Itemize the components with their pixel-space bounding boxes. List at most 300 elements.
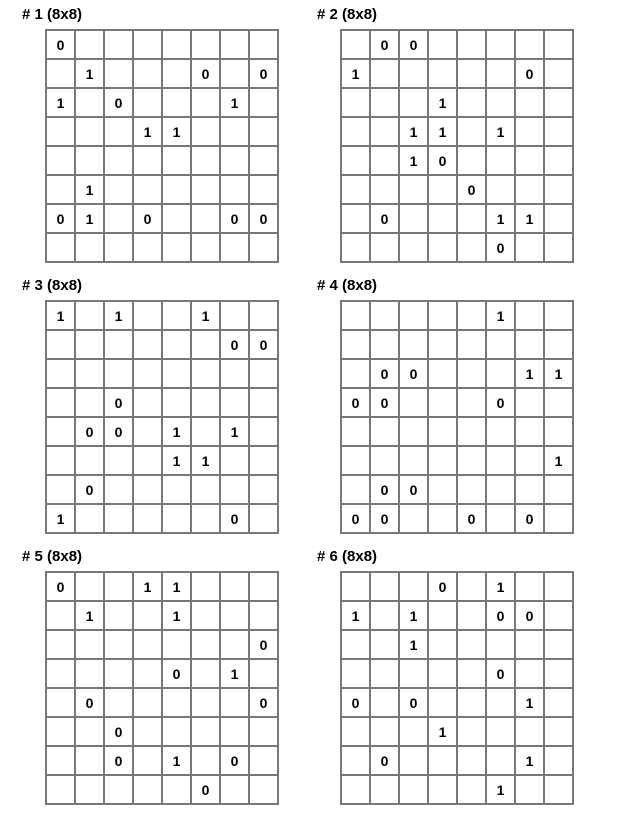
grid-cell-clue: 0 (485, 232, 514, 261)
grid-cell-empty (132, 145, 161, 174)
grid-cell-empty (369, 774, 398, 803)
grid-cell-empty (161, 145, 190, 174)
grid-cell-empty (103, 203, 132, 232)
grid-cell-empty (74, 716, 103, 745)
grid-cell-empty (427, 503, 456, 532)
grid-cell-empty (543, 658, 572, 687)
grid-cell-clue: 0 (190, 774, 219, 803)
grid-cell-empty (543, 474, 572, 503)
grid-cell-clue: 1 (514, 687, 543, 716)
grid-cell-empty (190, 474, 219, 503)
grid-cell-empty (398, 300, 427, 329)
grid-cell-empty (543, 145, 572, 174)
grid-cell-empty (369, 232, 398, 261)
grid-cell-empty (248, 503, 277, 532)
puzzle-4 (317, 277, 575, 548)
grid-cell-empty (485, 629, 514, 658)
grid-cell-clue: 1 (514, 203, 543, 232)
grid-cell-empty (161, 387, 190, 416)
grid-cell-empty (485, 29, 514, 58)
grid-cell-empty (161, 358, 190, 387)
grid-cell-empty (543, 687, 572, 716)
grid-cell-clue: 1 (74, 58, 103, 87)
grid-cell-empty (45, 716, 74, 745)
grid-cell-empty (103, 232, 132, 261)
grid-cell-empty (427, 358, 456, 387)
grid-cell-empty (45, 116, 74, 145)
grid-cell-empty (340, 716, 369, 745)
puzzle-6-grid (340, 571, 574, 805)
grid-cell-clue: 0 (456, 174, 485, 203)
grid-cell-clue: 0 (103, 716, 132, 745)
grid-cell-empty (456, 716, 485, 745)
grid-cell-empty (427, 600, 456, 629)
grid-cell-empty (485, 87, 514, 116)
grid-cell-clue: 0 (190, 58, 219, 87)
grid-cell-empty (161, 774, 190, 803)
grid-cell-empty (132, 87, 161, 116)
grid-cell-empty (543, 203, 572, 232)
grid-cell-empty (514, 658, 543, 687)
puzzle-3-grid (45, 300, 279, 534)
grid-cell-clue: 1 (398, 116, 427, 145)
grid-cell-empty (103, 145, 132, 174)
grid-cell-empty (132, 474, 161, 503)
grid-cell-clue: 0 (485, 600, 514, 629)
grid-cell-empty (543, 232, 572, 261)
grid-cell-empty (248, 387, 277, 416)
grid-cell-empty (161, 58, 190, 87)
grid-cell-empty (340, 445, 369, 474)
grid-cell-empty (161, 503, 190, 532)
grid-cell-empty (219, 358, 248, 387)
puzzle-2-title: # 2 (8x8) (317, 6, 378, 23)
grid-cell-clue: 1 (74, 174, 103, 203)
grid-cell-empty (161, 203, 190, 232)
grid-cell-empty (369, 629, 398, 658)
grid-cell-empty (248, 658, 277, 687)
grid-cell-empty (340, 203, 369, 232)
grid-cell-empty (219, 571, 248, 600)
grid-cell-empty (190, 87, 219, 116)
grid-cell-empty (190, 329, 219, 358)
grid-cell-empty (427, 232, 456, 261)
grid-cell-empty (456, 658, 485, 687)
grid-cell-clue: 1 (45, 87, 74, 116)
grid-cell-empty (45, 416, 74, 445)
grid-cell-empty (74, 745, 103, 774)
puzzle-5-grid (45, 571, 279, 805)
grid-cell-empty (543, 774, 572, 803)
grid-cell-empty (456, 387, 485, 416)
grid-cell-empty (45, 774, 74, 803)
grid-cell-clue: 1 (161, 445, 190, 474)
grid-cell-empty (369, 329, 398, 358)
grid-cell-empty (132, 629, 161, 658)
puzzle-5-title: # 5 (8x8) (22, 548, 83, 565)
grid-cell-empty (340, 416, 369, 445)
grid-cell-empty (74, 774, 103, 803)
grid-cell-empty (340, 29, 369, 58)
grid-cell-empty (485, 145, 514, 174)
grid-cell-empty (190, 145, 219, 174)
grid-cell-empty (132, 416, 161, 445)
grid-cell-empty (456, 774, 485, 803)
grid-cell-empty (456, 629, 485, 658)
grid-cell-empty (456, 29, 485, 58)
grid-cell-empty (74, 29, 103, 58)
grid-cell-empty (427, 745, 456, 774)
grid-cell-empty (543, 29, 572, 58)
grid-cell-empty (514, 445, 543, 474)
grid-cell-empty (103, 687, 132, 716)
grid-cell-empty (132, 503, 161, 532)
grid-cell-clue: 1 (427, 87, 456, 116)
grid-cell-empty (485, 503, 514, 532)
grid-cell-clue: 1 (485, 774, 514, 803)
grid-cell-empty (514, 474, 543, 503)
grid-cell-clue: 1 (543, 358, 572, 387)
grid-cell-empty (190, 174, 219, 203)
grid-cell-empty (427, 329, 456, 358)
grid-cell-empty (219, 600, 248, 629)
grid-cell-empty (103, 474, 132, 503)
grid-cell-empty (248, 774, 277, 803)
grid-cell-empty (514, 329, 543, 358)
grid-cell-empty (398, 232, 427, 261)
puzzle-4-grid (340, 300, 574, 534)
grid-cell-clue: 0 (485, 387, 514, 416)
grid-cell-clue: 1 (219, 658, 248, 687)
grid-cell-empty (456, 145, 485, 174)
grid-cell-empty (132, 358, 161, 387)
puzzle-6 (317, 548, 575, 819)
grid-cell-empty (45, 329, 74, 358)
grid-cell-empty (340, 174, 369, 203)
grid-cell-empty (74, 329, 103, 358)
grid-cell-empty (132, 716, 161, 745)
grid-cell-empty (427, 203, 456, 232)
grid-cell-empty (45, 174, 74, 203)
grid-cell-clue: 1 (340, 600, 369, 629)
grid-cell-empty (248, 716, 277, 745)
grid-cell-empty (219, 58, 248, 87)
grid-cell-empty (514, 145, 543, 174)
grid-cell-clue: 1 (340, 58, 369, 87)
grid-cell-empty (161, 474, 190, 503)
grid-cell-empty (369, 87, 398, 116)
grid-cell-empty (248, 232, 277, 261)
grid-cell-clue: 0 (340, 503, 369, 532)
grid-cell-clue: 0 (45, 571, 74, 600)
grid-cell-empty (369, 716, 398, 745)
grid-cell-clue: 0 (485, 658, 514, 687)
grid-cell-empty (132, 329, 161, 358)
grid-cell-empty (190, 358, 219, 387)
grid-cell-clue: 0 (514, 600, 543, 629)
grid-cell-empty (543, 600, 572, 629)
grid-cell-empty (543, 116, 572, 145)
grid-cell-empty (161, 687, 190, 716)
grid-cell-empty (427, 174, 456, 203)
grid-cell-empty (543, 87, 572, 116)
grid-cell-empty (248, 358, 277, 387)
grid-cell-clue: 1 (74, 203, 103, 232)
grid-cell-empty (190, 416, 219, 445)
grid-cell-empty (369, 416, 398, 445)
grid-cell-clue: 0 (248, 203, 277, 232)
grid-cell-clue: 1 (219, 416, 248, 445)
grid-cell-empty (219, 629, 248, 658)
grid-cell-empty (485, 329, 514, 358)
grid-cell-clue: 0 (161, 658, 190, 687)
grid-cell-clue: 0 (103, 387, 132, 416)
grid-cell-empty (45, 445, 74, 474)
grid-cell-clue: 1 (103, 300, 132, 329)
grid-cell-empty (456, 600, 485, 629)
grid-cell-empty (132, 58, 161, 87)
grid-cell-empty (190, 29, 219, 58)
grid-cell-empty (543, 416, 572, 445)
grid-cell-empty (485, 445, 514, 474)
grid-cell-clue: 1 (190, 300, 219, 329)
grid-cell-empty (427, 416, 456, 445)
grid-cell-empty (456, 300, 485, 329)
grid-cell-empty (132, 174, 161, 203)
grid-cell-empty (340, 571, 369, 600)
grid-cell-clue: 0 (369, 745, 398, 774)
grid-cell-empty (543, 571, 572, 600)
grid-cell-clue: 0 (514, 58, 543, 87)
grid-cell-empty (427, 300, 456, 329)
grid-cell-empty (427, 687, 456, 716)
grid-cell-empty (340, 145, 369, 174)
puzzle-5 (22, 548, 280, 819)
grid-cell-clue: 0 (340, 387, 369, 416)
grid-cell-clue: 1 (485, 203, 514, 232)
grid-cell-empty (161, 629, 190, 658)
grid-cell-empty (456, 745, 485, 774)
puzzle-3-title: # 3 (8x8) (22, 277, 83, 294)
grid-cell-empty (74, 116, 103, 145)
grid-cell-empty (190, 387, 219, 416)
grid-cell-empty (45, 358, 74, 387)
grid-cell-clue: 0 (398, 358, 427, 387)
grid-cell-empty (74, 145, 103, 174)
grid-cell-empty (45, 232, 74, 261)
grid-cell-clue: 0 (132, 203, 161, 232)
puzzle-2 (317, 6, 575, 277)
grid-cell-empty (248, 474, 277, 503)
grid-cell-empty (132, 300, 161, 329)
grid-cell-empty (543, 629, 572, 658)
grid-cell-empty (485, 58, 514, 87)
grid-cell-empty (543, 745, 572, 774)
grid-cell-empty (161, 232, 190, 261)
grid-cell-empty (543, 58, 572, 87)
grid-cell-clue: 1 (543, 445, 572, 474)
grid-cell-empty (132, 29, 161, 58)
grid-cell-empty (485, 358, 514, 387)
grid-cell-empty (248, 145, 277, 174)
grid-cell-clue: 0 (45, 29, 74, 58)
grid-cell-empty (427, 387, 456, 416)
grid-cell-empty (45, 600, 74, 629)
grid-cell-empty (398, 774, 427, 803)
grid-cell-empty (45, 687, 74, 716)
grid-cell-empty (514, 87, 543, 116)
grid-cell-clue: 0 (74, 687, 103, 716)
grid-cell-empty (398, 203, 427, 232)
grid-cell-empty (456, 416, 485, 445)
grid-cell-empty (514, 774, 543, 803)
grid-cell-clue: 1 (161, 571, 190, 600)
grid-cell-empty (161, 329, 190, 358)
grid-cell-empty (514, 29, 543, 58)
grid-cell-empty (427, 29, 456, 58)
grid-cell-empty (456, 687, 485, 716)
grid-cell-empty (369, 174, 398, 203)
grid-cell-empty (398, 329, 427, 358)
grid-cell-clue: 1 (161, 416, 190, 445)
grid-cell-empty (514, 387, 543, 416)
grid-cell-empty (514, 174, 543, 203)
grid-cell-empty (514, 300, 543, 329)
grid-cell-clue: 0 (369, 503, 398, 532)
grid-cell-empty (427, 58, 456, 87)
grid-cell-clue: 1 (485, 116, 514, 145)
grid-cell-empty (248, 116, 277, 145)
grid-cell-empty (456, 203, 485, 232)
grid-cell-clue: 1 (161, 745, 190, 774)
grid-cell-clue: 1 (132, 116, 161, 145)
grid-cell-empty (456, 445, 485, 474)
grid-cell-clue: 0 (456, 503, 485, 532)
grid-cell-empty (161, 174, 190, 203)
grid-cell-empty (103, 774, 132, 803)
grid-cell-empty (132, 745, 161, 774)
grid-cell-empty (219, 716, 248, 745)
grid-cell-empty (103, 658, 132, 687)
grid-cell-clue: 1 (485, 300, 514, 329)
grid-cell-empty (340, 87, 369, 116)
grid-cell-empty (219, 145, 248, 174)
grid-cell-clue: 0 (45, 203, 74, 232)
grid-cell-empty (219, 300, 248, 329)
grid-cell-clue: 1 (514, 358, 543, 387)
grid-cell-clue: 0 (219, 329, 248, 358)
grid-cell-clue: 0 (340, 687, 369, 716)
grid-cell-empty (543, 503, 572, 532)
grid-cell-empty (398, 503, 427, 532)
grid-cell-clue: 0 (103, 87, 132, 116)
grid-cell-empty (103, 445, 132, 474)
grid-cell-empty (248, 174, 277, 203)
grid-cell-empty (219, 474, 248, 503)
grid-cell-clue: 0 (398, 29, 427, 58)
grid-cell-empty (190, 716, 219, 745)
grid-cell-empty (161, 87, 190, 116)
grid-cell-empty (340, 745, 369, 774)
grid-cell-empty (248, 445, 277, 474)
grid-cell-empty (103, 58, 132, 87)
grid-cell-empty (190, 600, 219, 629)
grid-cell-empty (543, 300, 572, 329)
grid-cell-clue: 1 (45, 300, 74, 329)
grid-cell-empty (456, 571, 485, 600)
grid-cell-clue: 0 (369, 387, 398, 416)
grid-cell-empty (543, 387, 572, 416)
grid-cell-clue: 0 (369, 29, 398, 58)
grid-cell-empty (369, 600, 398, 629)
grid-cell-empty (485, 474, 514, 503)
grid-cell-empty (190, 658, 219, 687)
grid-cell-empty (514, 232, 543, 261)
grid-cell-empty (132, 774, 161, 803)
puzzle-1 (22, 6, 280, 277)
grid-cell-empty (219, 774, 248, 803)
grid-cell-empty (190, 116, 219, 145)
grid-cell-clue: 0 (369, 203, 398, 232)
grid-cell-empty (190, 503, 219, 532)
grid-cell-empty (74, 387, 103, 416)
grid-cell-empty (45, 387, 74, 416)
grid-cell-empty (219, 687, 248, 716)
grid-cell-empty (456, 329, 485, 358)
grid-cell-clue: 1 (427, 716, 456, 745)
grid-cell-empty (219, 116, 248, 145)
grid-cell-clue: 0 (427, 571, 456, 600)
grid-cell-empty (514, 629, 543, 658)
grid-cell-empty (45, 658, 74, 687)
grid-cell-clue: 0 (248, 629, 277, 658)
grid-cell-empty (340, 658, 369, 687)
grid-cell-empty (103, 600, 132, 629)
grid-cell-empty (340, 629, 369, 658)
grid-cell-clue: 1 (398, 145, 427, 174)
grid-cell-empty (45, 58, 74, 87)
grid-cell-empty (219, 174, 248, 203)
grid-cell-empty (103, 503, 132, 532)
grid-cell-empty (369, 658, 398, 687)
grid-cell-empty (340, 300, 369, 329)
grid-cell-empty (369, 300, 398, 329)
grid-cell-empty (161, 300, 190, 329)
grid-cell-empty (74, 87, 103, 116)
grid-cell-empty (103, 174, 132, 203)
grid-cell-empty (485, 745, 514, 774)
grid-cell-empty (340, 474, 369, 503)
grid-cell-empty (485, 174, 514, 203)
grid-cell-empty (369, 145, 398, 174)
grid-cell-empty (45, 745, 74, 774)
grid-cell-empty (485, 716, 514, 745)
grid-cell-clue: 0 (248, 58, 277, 87)
grid-cell-empty (219, 232, 248, 261)
grid-cell-empty (190, 745, 219, 774)
grid-cell-clue: 0 (219, 203, 248, 232)
puzzle-1-grid (45, 29, 279, 263)
grid-cell-clue: 0 (398, 474, 427, 503)
grid-cell-empty (398, 416, 427, 445)
grid-cell-empty (74, 571, 103, 600)
grid-cell-empty (398, 445, 427, 474)
grid-cell-empty (514, 116, 543, 145)
grid-cell-clue: 0 (248, 329, 277, 358)
grid-cell-empty (248, 300, 277, 329)
grid-cell-clue: 0 (398, 687, 427, 716)
puzzle-4-title: # 4 (8x8) (317, 277, 378, 294)
